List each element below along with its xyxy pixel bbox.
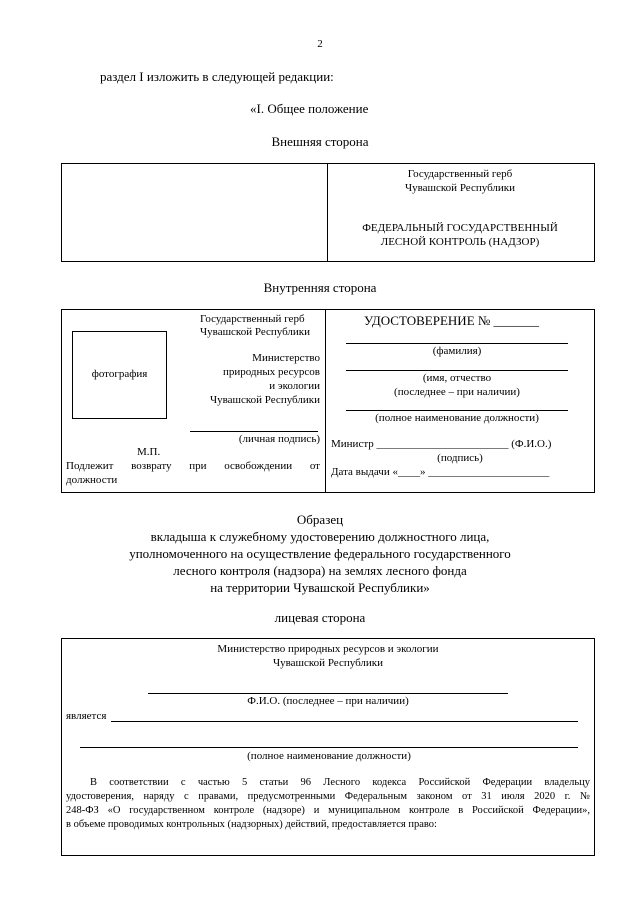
certificate-title: УДОСТОВЕРЕНИЕ № _______ [364, 313, 540, 328]
front-position-line [80, 747, 578, 748]
surname-line [346, 343, 568, 344]
fio-label: Ф.И.О. (последнее – при наличии) [247, 695, 409, 707]
outer-org-line1: ФЕДЕРАЛЬНЫЙ ГОСУДАРСТВЕННЫЙ [362, 222, 558, 234]
paragraph-line3: 248-ФЗ «О государственном контроле (надзоре) и муниципальном контроле в Российской Федерации», [66, 805, 590, 816]
inner-coat-line2: Чувашской Республики [200, 326, 311, 338]
outer-side-divider [327, 163, 328, 262]
outer-coat-line2: Чувашской Республики [404, 182, 516, 194]
outer-org-line2: ЛЕСНОЙ КОНТРОЛЬ (НАДЗОР) [380, 236, 540, 248]
return-line2: должности [66, 474, 118, 486]
fio-line [148, 693, 508, 694]
issue-date: Дата выдачи «____» ______________________ [331, 466, 550, 478]
inner-ministry-line1: Министерство [252, 352, 320, 364]
stamp-label: М.П. [137, 446, 161, 458]
position-label: (полное наименование должности) [375, 412, 539, 424]
front-side-title: лицевая сторона [274, 610, 366, 625]
front-ministry-line2: Чувашской Республики [272, 657, 384, 669]
name-label-line2: (последнее – при наличии) [394, 386, 520, 398]
name-line [346, 370, 568, 371]
paragraph-line1: В соответствии с частью 5 статьи 96 Лесного кодекса Российской Федерации владельцу [90, 777, 590, 788]
signature-label: (личная подпись) [238, 433, 320, 445]
sample-line1: Образец [296, 512, 344, 527]
section-title: «I. Общее положение [250, 101, 369, 116]
front-ministry-line1: Министерство природных ресурсов и экологии [217, 643, 439, 655]
inner-coat-line1: Государственный герб [200, 313, 305, 325]
page-number: 2 [317, 38, 323, 50]
front-position-label: (полное наименование должности) [247, 750, 411, 762]
return-line1: Подлежит возврату при освобождении от [66, 460, 320, 472]
inner-side-title: Внутренняя сторона [263, 280, 377, 295]
is-label: является [66, 710, 107, 722]
inner-ministry-line2: природных ресурсов [222, 366, 320, 378]
position-line [346, 410, 568, 411]
paragraph-line4: в объеме проводимых контрольных (надзорных) действий, предоставляется право: [66, 819, 437, 830]
signature-line [190, 431, 318, 432]
outer-coat-line1: Государственный герб [407, 168, 513, 180]
sample-line4: лесного контроля (надзора) на землях лесного фонда [173, 563, 467, 578]
inner-ministry-line3: и экологии [269, 380, 320, 392]
surname-label: (фамилия) [432, 345, 482, 357]
intro-text: раздел I изложить в следующей редакции: [100, 69, 334, 84]
paragraph-line2: удостоверения, наряду с правами, предусмотренными Федеральным законом от 31 июля 2020 г. № [66, 791, 590, 802]
sample-line5: на территории Чувашской Республики» [210, 580, 430, 595]
photo-label: фотография [91, 368, 148, 380]
inner-side-divider [325, 309, 326, 493]
minister-line: Министр ________________________ (Ф.И.О.) [331, 438, 552, 450]
is-line [111, 721, 578, 722]
name-label-line1: (имя, отчество [422, 372, 492, 384]
inner-ministry-line4: Чувашской Республики [209, 394, 320, 406]
minister-sign-label: (подпись) [437, 452, 483, 464]
sample-line3: уполномоченного на осуществление федерального государственного [129, 546, 511, 561]
sample-line2: вкладыша к служебному удостоверению должностного лица, [150, 529, 490, 544]
outer-side-title: Внешняя сторона [271, 134, 369, 149]
